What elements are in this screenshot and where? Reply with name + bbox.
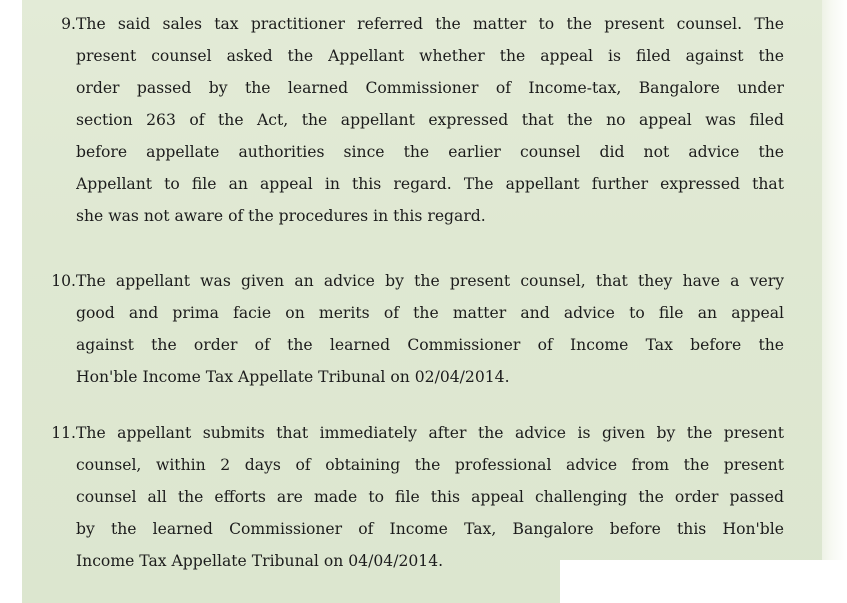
text-line: counsel, within 2 days of obtaining the professional advice from the present [76,456,784,474]
text-line: counsel all the efforts are made to file this appeal challenging the order passed [76,488,784,506]
paragraph-number: 10. [51,272,76,290]
text-line: she was not aware of the procedures in this regard. [76,207,486,225]
paragraph-number: 11. [51,424,76,442]
text-line: good and prima facie on merits of the matter and advice to file an appeal [76,304,784,322]
text-line: section 263 of the Act, the appellant expressed that the no appeal was filed [76,111,784,129]
text-line: by the learned Commissioner of Income Tax, Bangalore before this Hon'ble [76,520,784,538]
paragraph-text [76,417,784,577]
text-line: order passed by the learned Commissioner of Income-tax, Bangalore under [76,79,784,97]
text-line: The said sales tax practitioner referred the matter to the present counsel. The [76,15,784,33]
paragraph-number: 9. [61,15,76,33]
text-line: Income Tax Appellate Tribunal on 04/04/2014. [76,552,444,570]
text-line: Appellant to file an appeal in this regard. The appellant further expressed that [76,175,784,193]
text-line: against the order of the learned Commissioner of Income Tax before the [76,336,784,354]
text-line: The appellant submits that immediately after the advice is given by the present [76,424,784,442]
paragraph-text [76,8,784,232]
text-line: The appellant was given an advice by the present counsel, that they have a very [76,272,784,290]
text-line: Hon'ble Income Tax Appellate Tribunal on 02/04/2014. [76,368,510,386]
paragraph-text [76,265,784,393]
text-line: present counsel asked the Appellant whether the appeal is filed against the [76,47,784,65]
text-line: before appellate authorities since the earlier counsel did not advice the [76,143,784,161]
